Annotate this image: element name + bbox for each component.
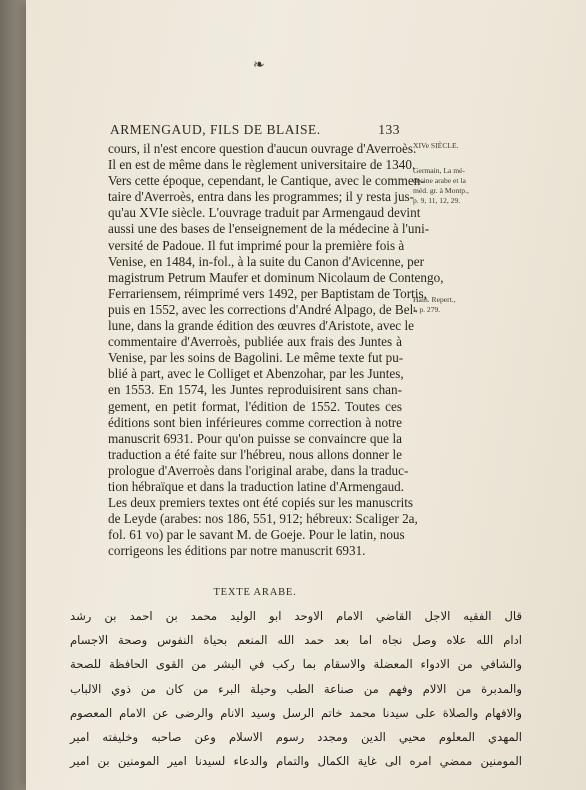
ink-blot-icon: ❧ bbox=[253, 58, 265, 73]
running-head-title: ARMENGAUD, FILS DE BLAISE. bbox=[110, 122, 321, 137]
margin-note-line: p. 9, 11, 12, 29. bbox=[413, 196, 461, 205]
body-line: Ferrariensem, réimprimé vers 1492, per Baptistam de Tortis, bbox=[108, 285, 427, 301]
body-line: de Leyde (arabes: nos 186, 551, 912; hébreux: Scaliger 2a, bbox=[108, 511, 418, 527]
body-line: aussi une des bases de l'enseignement de la médecine à l'uni- bbox=[108, 221, 430, 237]
arabic-line: والشافي من الادواء المعضلة والاسقام بما ركب في البشر من القوى الحافظة للصحة bbox=[70, 657, 522, 672]
body-line: Venise, par les soins de Bagolini. Le même texte fut pu- bbox=[108, 350, 404, 366]
arabic-text bbox=[70, 604, 522, 773]
body-line: Vers cette époque, cependant, le Cantique, avec le commen- bbox=[108, 173, 425, 189]
arabic-line: قال الفقيه الاجل القاضي الامام الاوحد ابو الوليد محمد بن احمد بن رشد bbox=[70, 609, 522, 623]
body-line: corrigeons les éditions par notre manuscrit 6931. bbox=[108, 543, 366, 559]
left-page-edge bbox=[0, 0, 26, 790]
arabic-line: المومنين ممضي امره الى غاية الكمال والتمام والدعاء لسيدنا امير المومنين بن امير bbox=[70, 754, 522, 769]
margin-note-germain bbox=[413, 166, 497, 206]
body-line: magistrum Petrum Maufer et dominum Nicolaum de Contengo, bbox=[108, 269, 444, 285]
body-line: Venise, en 1484, in-fol., à la suite du Canon d'Avicenne, per bbox=[108, 253, 424, 269]
running-head bbox=[110, 122, 400, 138]
margin-note-century bbox=[413, 141, 497, 151]
margin-note-line: decine arabe et la bbox=[413, 176, 466, 185]
arabic-line: والافهام والصلاة على سيدنا محمد خاتم الرسل وسيد الانام والرضى عن الامام المعصوم bbox=[70, 705, 522, 720]
body-line: puis en 1552, avec les corrections d'André Alpago, de Bel- bbox=[108, 301, 418, 317]
body-line: commentaire d'Averroès, publiée aux frais des Juntes à bbox=[108, 334, 402, 350]
body-line: Les deux premiers textes ont été copiés sur les manuscrits bbox=[108, 495, 414, 511]
body-line: éditions sont bien inférieures comme correction à notre bbox=[108, 414, 402, 430]
body-line: qu'au XVIe siècle. L'ouvrage traduit par Armengaud devint bbox=[108, 205, 421, 221]
body-line: lune, dans la grande édition des œuvres d'Aristote, avec le bbox=[108, 318, 414, 334]
body-line: Il en est de même dans le règlement universitaire de 1340. bbox=[108, 157, 416, 173]
margin-note-line: Hain. Repert., bbox=[413, 295, 456, 304]
body-line: tion hébraïque et dans la traduction latine d'Armengaud. bbox=[108, 478, 405, 494]
body-line: gement, en petit format, l'édition de 1552. Toutes ces bbox=[108, 398, 402, 414]
body-line: traduction a été faite sur l'hébreu, nous allons donner le bbox=[108, 446, 402, 462]
margin-note-line: I, p. 279. bbox=[413, 305, 441, 314]
body-line: cours, il n'est encore question d'aucun ouvrage d'Averroès. bbox=[108, 141, 417, 156]
body-line: fol. 61 vo) par le savant M. de Goeje. Pour le latin, nous bbox=[108, 527, 405, 543]
arabic-line: المهدي المعلوم محيي الدين ومجدد رسوم الاسلام وعن صاحبه وخليفته امير bbox=[70, 730, 522, 745]
body-line: prologue d'Averroès dans l'original arabe, dans la traduc- bbox=[108, 462, 409, 478]
body-line: manuscrit 6931. Pour qu'on puisse se convaincre que la bbox=[108, 430, 402, 446]
margin-note-line: méd. gr. à Montp., bbox=[413, 186, 469, 195]
body-line: blié à part, avec le Colliget et Abenzohar, par les Juntes, bbox=[108, 366, 404, 382]
arabic-line: والمدبرة من الالام وفهم من صناعة الطب وحيلة البرء من كان من ذوي الالباب bbox=[70, 681, 522, 696]
margin-note-line: XIVe SIÈCLE. bbox=[413, 141, 459, 150]
page-number: 133 bbox=[378, 122, 400, 137]
arabic-line: ادام الله علاه وصل نجاه اما بعد حمد الله المنعم بحياة النفوس وصحة الاجسام bbox=[70, 633, 522, 648]
body-line: versité de Padoue. Il fut imprimé pour la première fois à bbox=[108, 237, 405, 253]
body-line: taire d'Averroès, entra dans les programmes; il y resta jus- bbox=[108, 189, 415, 205]
section-heading: TEXTE ARABE. bbox=[213, 587, 297, 598]
body-line: en 1553. En 1574, les Juntes reproduisirent sans chan- bbox=[108, 382, 402, 398]
margin-note-line: Germain, La mé- bbox=[413, 166, 466, 175]
